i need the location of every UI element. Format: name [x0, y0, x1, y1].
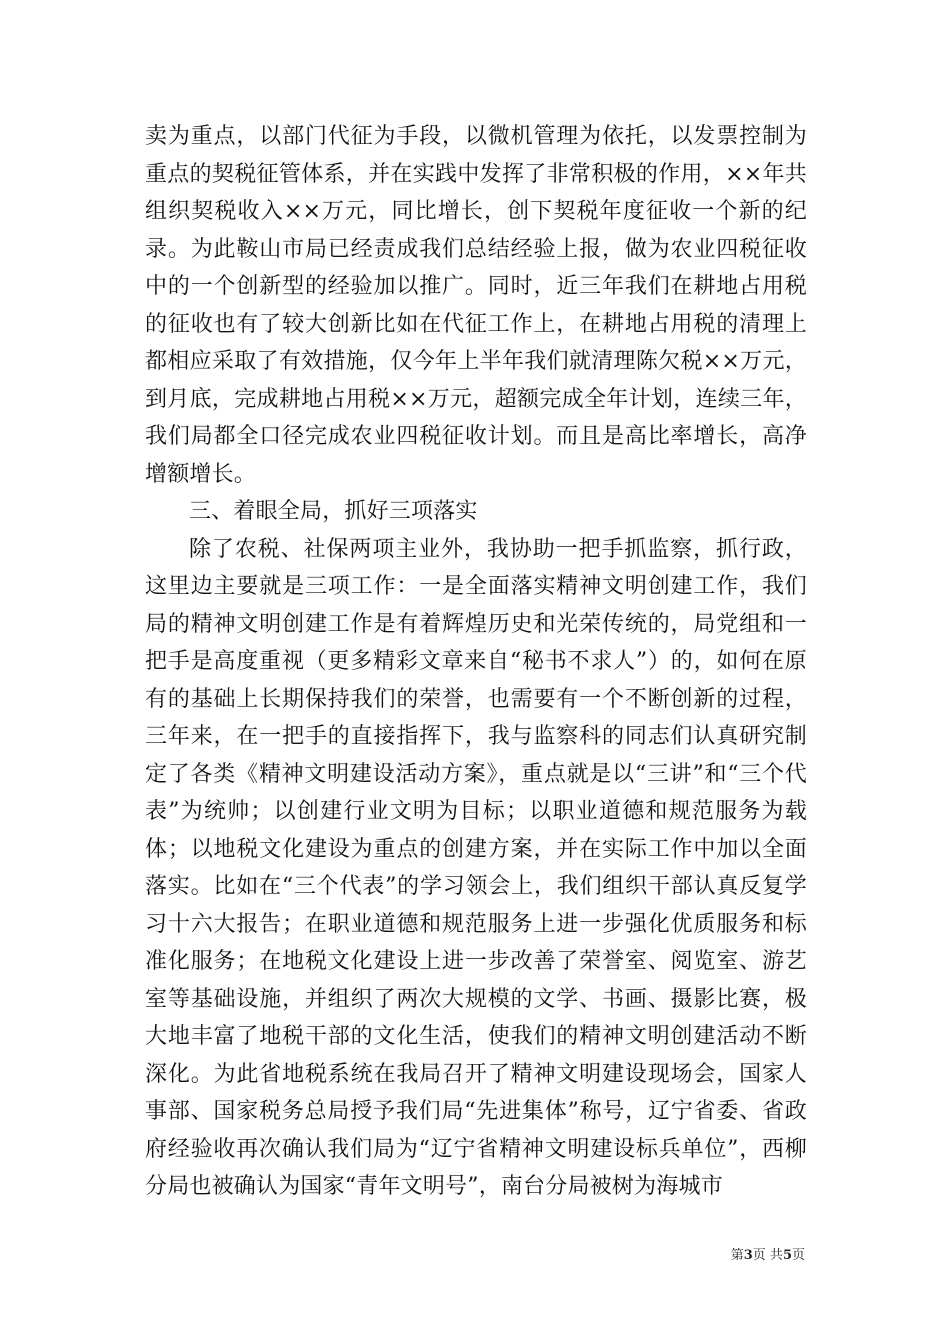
- footer-total-pages: 5: [782, 1248, 792, 1263]
- section-heading: 三、着眼全局，抓好三项落实: [189, 499, 478, 524]
- footer-suffix: 页: [791, 1248, 805, 1263]
- footer-middle: 页 共: [752, 1248, 783, 1263]
- page-footer: [731, 1248, 805, 1264]
- footer-current-page: 3: [743, 1248, 753, 1263]
- document-body: [145, 118, 807, 1206]
- paragraph-section-three: 除了农税、社保两项主业外，我协助一把手抓监察，抓行政，这里边主要就是三项工作：一是全面落实精神文明创建工作，我们局的精神文明创建工作是有着辉煌历史和光荣传统的，局党组和一把手是高度重视（更多精彩文章来自“秘书不求人”）的，如何在原有的基础上长期保持我们的荣誉，也需要有一个不断创新的过程，三年来，在一把手的直接指挥下，我与监察科的同志们认真研究制定了各类《精神文明建设活动方案》，重点就是以“三讲”和“三个代表”为统帅；以创建行业文明为目标；以职业道德和规范服务为载体；以地税文化建设为重点的创建方案，并在实际工作中加以全面落实。比如在“三个代表”的学习领会上，我们组织干部认真反复学习十六大报告；在职业道德和规范服务上进一步强化优质服务和标准化服务；在地税文化建设上进一步改善了荣誉室、阅览室、游艺室等基础设施，并组织了两次大规模的文学、书画、摄影比赛，极大地丰富了地税干部的文化生活，使我们的精神文明创建活动不断深化。为此省地税系统在我局召开了精神文明建设现场会，国家人事部、国家税务总局授予我们局“先进集体”称号，辽宁省委、省政府经验收再次确认我们局为“辽宁省精神文明建设标兵单位”，西柳分局也被确认为国家“青年文明号”，南台分局被树为海城市: [145, 536, 807, 1199]
- paragraph-continued: 卖为重点，以部门代征为手段，以微机管理为依托，以发票控制为重点的契税征管体系，并在实践中发挥了非常积极的作用，××年共组织契税收入××万元，同比增长，创下契税年度征收一个新的纪录。为此鞍山市局已经责成我们总结经验上报，做为农业四税征收中的一个创新型的经验加以推广。同时，近三年我们在耕地占用税的征收也有了较大创新比如在代征工作上，在耕地占用税的清理上都相应采取了有效措施，仅今年上半年我们就清理陈欠税××万元，到月底，完成耕地占用税××万元，超额完成全年计划，连续三年，我们局都全口径完成农业四税征收计划。而且是高比率增长，高净增额增长。: [145, 124, 807, 487]
- footer-prefix: 第: [730, 1248, 744, 1263]
